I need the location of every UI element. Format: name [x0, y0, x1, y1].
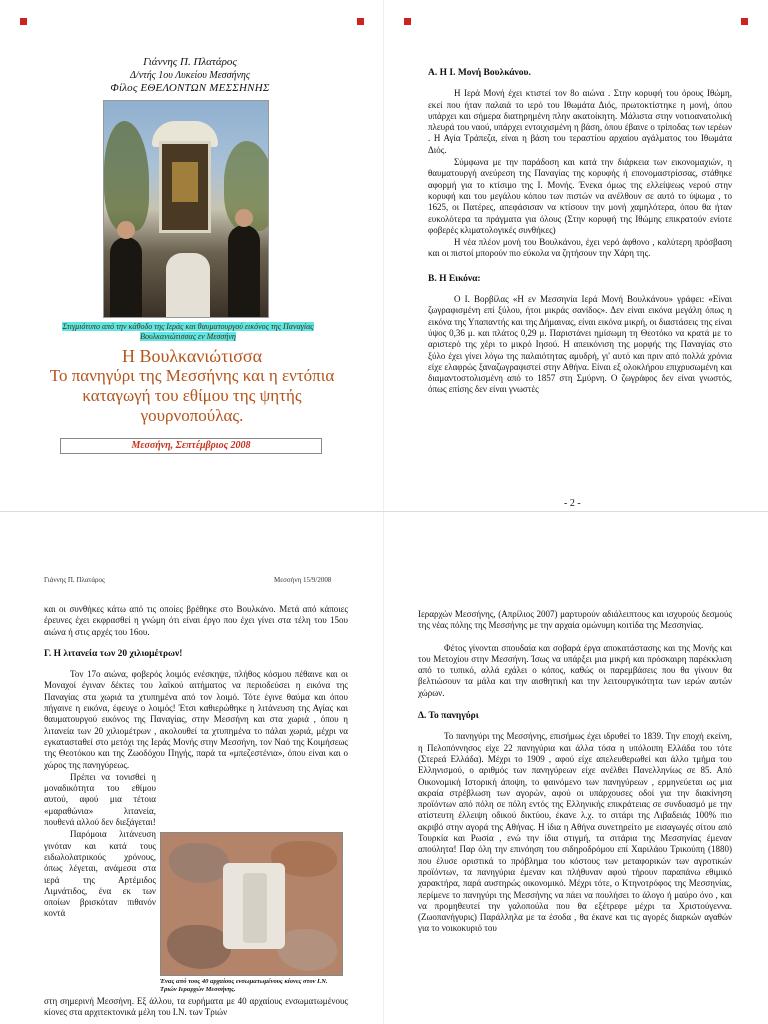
section-heading-d: Δ. Το πανηγύρι: [418, 711, 479, 722]
page-4-body: [418, 609, 732, 936]
paragraph: Ο Ι. Βορβίλας «Η εν Μεσσηνία Ιερά Μονή Βουλκάνου» γράφει: «Είναι ζωγραφισμένη επί ξύλου, ήτοι μικράς σανίδος». Δεν είναι εικόνα μεγάλη όπως η εικόνα της Υπαπαντής και της Δήμαινας, είναι εικόνα μικρή, οι διαστάσεις της είναι ύψος 0,36 μ. και πλάτος 0,29 μ. Παριστάνει ημίσωμη τη Θεοτόκο να κρατά με το αριστερό της χέρι το μικρό Ιησού. Η απεικόνιση της μορφής της Παναγίας στο ξύλο έχει γίνει λόγω της παλαιότητας αμυδρή, γι' αυτό και πριν από πολλά χρόνια είχε ελαφρώς ξαναζωγραφιστεί στην Αθήνα. Είναι εξ ολοκλήρου επιχρυσωμένη και διαμαντοστολισμένη από το 1857 στη Σμύρνη. Ο ζωγράφος δεν είναι γνωστός, όπως επίσης δεν είναι γνωστές: [428, 294, 732, 395]
corner-ornament: [20, 18, 27, 25]
running-header-right: Μεσσήνη 15/9/2008: [274, 576, 332, 584]
page-3: [0, 512, 384, 1024]
wall-stone: [277, 929, 337, 971]
page-2-body: [428, 68, 732, 397]
title-line-2: Το πανηγύρι της Μεσσήνης και η εντόπια καταγωγή του εθίμου της ψητής γουρνοπούλας.: [49, 366, 335, 425]
section-heading-b: Β. Η Εικόνα:: [428, 273, 481, 284]
paragraph: και οι συνθήκες κάτω από τις οποίες βρέθηκε στο Βουλκάνο. Μετά από κάποιες έρευνες έχει εκφρασθεί η γνώμη ότι είναι έργο που έχει γίνει στα τέλη του 15ου αιώνα ή στις αρχές του 16ου.: [44, 604, 348, 637]
page-4: [384, 512, 768, 1024]
paragraph: Φέτος γίνονται σπουδαία και σοβαρά έργα αποκατάστασης και της Μονής και του Μετοχίου στην Μεσσήνη. Ίσως να υπάρξει μια μικρή και πρόσκαιρη παρέκκλιση από το τυπικό, αλλά εχάλει ο κόπος, καθώς οι παρεμβάσεις που θα γίνουν θα βελτιώσουν τα μάλα και την αισθητική και την λειτουργικότητα των ιερών αυτών χώρων.: [418, 642, 732, 698]
photo-caption: Στιγμιότυπο από την κάθοδο της Ιεράς και θαυματουργού εικόνος της Παναγίας Βουλκανιώτισσας εν Μεσσήνη: [62, 322, 314, 341]
priest-head: [235, 209, 253, 227]
priest-figure: [166, 253, 210, 317]
page-2: [384, 0, 768, 512]
author-name: Γιάννης Π. Πλατάρος: [143, 56, 237, 68]
column-shadow: [243, 873, 267, 943]
wall-stone: [169, 843, 229, 883]
paragraph: Παρόμοια λιτάνευση γινόταν και κατά τους ειδωλολατρικούς χρόνους, όπως λέγεται, ανάμεσα στα ιερά της Αρτέμιδος Λιμνάτιδος, ένα εκ των οποίων βρισκόταν πιθανόν κοντά: [44, 829, 156, 919]
paragraph: Η Ιερά Μονή έχει κτιστεί τον 8ο αιώνα . Στην κορυφή του όρους Ιθώμη, εκεί που ήταν παλαιά το ιερό του Ιθωμάτα Διός, πρωτοκτίστηκε η μονή, όπου υπάρχει και σήμερα διατηρημένη πλην ακατοίκητη. Μάλιστα στην νοτιοανατολική πλευρά του ναού, υπάρχει εντοιχισμένη η βάση, όπου έβαινε ο τρίποδας των ιερέων . Η Αγία Τράπεζα, είναι η βάση του τεραστίου αρχαίου αγάλματος του Ιθωμάτα Διός.: [428, 88, 732, 155]
document-title: [36, 346, 348, 426]
date-box: Μεσσήνη, Σεπτέμβριος 2008: [60, 438, 322, 454]
paragraph: Πρέπει να τονισθεί η μοναδικότητα του εθίμου αυτού, αφού μια τέτοια «μαραθώνια» λιτανεία, πουθενά αλλού δεν διεξάγεται!: [44, 771, 156, 828]
corner-ornament: [357, 18, 364, 25]
paragraph: Σύμφωνα με την παράδοση και κατά την διάρκεια των εικονομαχιών, η θαυματουργή ανεύρεση της Παναγίας της κορυφής ή επονομαστρίσσας, στάθηκε αφορμή για το κτίσιμο της Ι. Μονής. Ένεκα όμως της ελλείψεως νερού στην κορυφή και του μεγάλου κόπου των πιστών να ανέλθουν σε αυτό το ύψωμα , το 1625, οι Πατέρες, απεφάσισαν να κτίσουν την μονή χαμηλότερα, όπου θα ήταν ευκολότερα τα πράγματα για όλους (Στην κορυφή της Ιθώμης επικρατούν ενίοτε φοβερές κλιματολογικές συνθήκες): [428, 157, 732, 235]
running-header-left: Γιάννης Π. Πλατάρος: [44, 576, 105, 584]
page-3-tail: [44, 996, 348, 1019]
photo-caption: Ένας από τους 40 αρχαίους ενσωματωμένους κίονες στον Ι.Ν. Τριών Ιεραρχών Μεσσήνης.: [160, 978, 328, 993]
ancient-column-photo: [160, 832, 343, 976]
corner-ornament: [741, 18, 748, 25]
paragraph: Τον 17ο αιώνα, φοβερός λοιμός ενέσκηψε, πλήθος κόσμου πέθαινε και οι Μοναχοί έγιναν δέκτες του λαϊκού αιτήματος να περιοδεύσει η εικόνα της Παναγίας στα χωριά τα χτυπημένα από τον λοιμό. Τότε έγινε θαύμα και όπου πήγαινε η εικόνα, έφευγε ο λοιμός! Έτσι καθιερώθηκε η λιτάνευση της Αγίας και θαυματουργού εικόνος της Παναγίας, στην Μεσσήνη και στα χωριά , όπου η λιτανεία των 20 χιλιομέτρων , ακολουθεί τα χτυπημένα το πάλαι χωριά, μέχρι να εγκατασταθεί στο μετόχι της Ιεράς Μονής στην Μεσσήνη, τον Ναό της Κοιμήσεως της Θεοτόκου και της Ζωοδόχου Πηγής, παρά τα «μπεζεστένια», όπου είναι και ο χώρος της πανηγύρεως.: [44, 669, 348, 770]
section-heading-a: Α. Η Ι. Μονή Βουλκάνου.: [428, 68, 531, 78]
procession-photo: [103, 100, 269, 318]
page-number: - 2 -: [564, 498, 581, 509]
holy-icon: [172, 162, 198, 202]
wall-stone: [167, 925, 231, 969]
tree-shape: [104, 121, 149, 231]
icon-frame: [159, 141, 211, 233]
author-school: Δ/ντής 1ου Λυκείου Μεσσήνης: [130, 70, 250, 81]
priest-figure: [228, 225, 260, 317]
paragraph: στη σημερινή Μεσσήνη. Εξ άλλου, τα ευρήματα με 40 αρχαίους ενσωματωμένους κίονες στα αρχιτεκτονικά μέλη του Ι.Ν. των Τριών: [44, 996, 348, 1018]
corner-ornament: [404, 18, 411, 25]
author-block: [40, 56, 340, 95]
priest-head: [117, 221, 135, 239]
paragraph: Το πανηγύρι της Μεσσήνης, επισήμως έχει ιδρυθεί το 1839. Την εποχή εκείνη, η Πελοπόννησος είχε 22 πανηγύρια και άλλα τόσα η υπόλοιπη Ελλάδα του τότε (Στερεά Ελλάδα). Μέχρι το 1909 , αφού είχε απελευθερωθεί και άλλο τμήμα του Ελληνισμού, ο αριθμός των πανηγύρεων είχε ανέλθει Πανελληνίως σε 85. Από Οικονομική Ιστορική άποψη, το φαινόμενο των πανηγύρεων , ερμηνεύεται ως μια ακραία στρέβλωση των αγορών, αφού οι υπάρχουσες οδοί για την διακίνηση προϊόντων από πόλη σε πόλη εντός της Ελληνικής επικράτειας σε συνδυασμό με την ατίστευτη έλλειψη οδικού δικτύου, έκανε λ.χ. το σιτάρι της Λιβαδειάς 100% πιο ακριβό στην αγορά της Αθήνας. Η ίδια η Αθήνα συνετηρείτο με εισαγωγές σίτου από Τουρκία και Ρωσία , ενώ την ίδια στιγμή, τα σιτάρια της Μεσσηνίας έμεναν απούλητα! Παρ όλη την επινόηση του σιδηροδρόμου επί Χαριλάου Τρικούπη (1880) που έλυσε οριστικά το πρόβλημα του κόστους των μεταφορικών των αγροτικών προϊόντων, τα πανηγύρια έμεναν και πλήθυναν αφού τήρουν παραπάνω εθιμικό χαρακτήρα, παρά αυστηρώς οικονομικό. Μέχρι τότε, ο Κτηνοτρόφος της Μεσσηνίας, περίμενε το πανηγύρι της Μεσσήνης να πάει να πουλήσει το άλογο ή μαύρο όνο , και να προμηθευτεί την γαλοπούλα που θα εξέτρεφε μέχρι τα Χριστούγεννα. (Ζωοπανήγυρις) Παράλληλα με τα έσοδα , θα έκανε και τις αγορές διαρκών αγαθών για το νοικοκυριό του: [418, 731, 732, 934]
author-society: Φίλος ΕΘΕΛΟΝΤΩΝ ΜΕΣΣΗΝΗΣ: [110, 82, 270, 94]
paragraph: Ιεραρχών Μεσσήνης, (Απρίλιος 2007) μαρτυρούν αδιάλειπτους και ισχυρούς δεσμούς της νέας πόλης της Μεσσήνης με την αρχαία ομώνυμη κοιτίδα της Μεσσηνίας.: [418, 609, 732, 631]
title-line-1: Η Βουλκανιώτισσα: [121, 346, 263, 366]
section-heading-c: Γ. Η λιτανεία των 20 χιλιομέτρων!: [44, 648, 183, 659]
paragraph: Η νέα πλέον μονή του Βουλκάνου, έχει νερό άφθονο , καλύτερη πρόσβαση και οι πιστοί μπορούν πιο εύκολα να ζητήσουν την Χάρη της.: [428, 237, 732, 259]
priest-figure: [110, 237, 142, 317]
page-1-cover: [0, 0, 384, 512]
